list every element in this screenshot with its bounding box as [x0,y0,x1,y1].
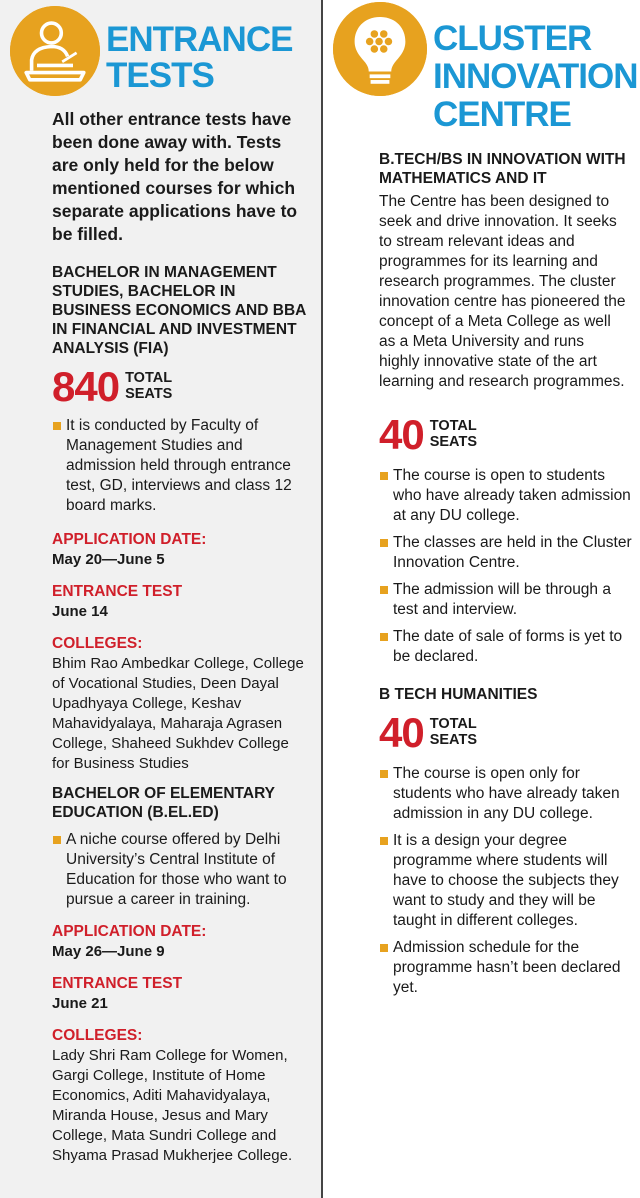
bullet-square-icon [380,770,388,778]
list-item: The admission will be through a test and interview. [323,580,640,620]
bms-seats [0,363,322,410]
beled-colleges-label: COLLEGES: [52,1027,143,1044]
beled-test-label: ENTRANCE TEST [52,975,183,992]
beled-bullets [0,830,322,910]
entrance-tests-header [0,0,322,108]
seats-number: 40 [379,411,424,458]
list-item: A niche course offered by Delhi University’s Central Institute of Education for those who want to pursue a career in training. [0,830,322,910]
beled-section-title: BACHELOR OF ELEMENTARY EDUCATION (B.EL.ED) [52,785,275,821]
cluster-innovation-column [323,0,640,1198]
bullet-square-icon [380,633,388,641]
bms-bullets [0,416,322,516]
list-item: Admission schedule for the programme hasn’t been declared yet. [323,938,640,998]
beled-application-label: APPLICATION DATE: [52,923,207,940]
student-writing-icon [10,6,100,96]
bullet-square-icon [53,836,61,844]
bms-test-date: June 14 [52,603,108,620]
entrance-intro: All other entrance tests have been done away with. Tests are only held for the below mentioned courses for which separate applications have to be filled. [52,109,298,244]
list-item: The date of sale of forms is yet to be declared. [323,627,640,667]
bms-colleges-label: COLLEGES: [52,635,143,652]
beled-test-date: June 21 [52,995,108,1012]
btech-bullets [323,466,640,667]
bms-colleges-list: Bhim Rao Ambedkar College, College of Vocational Studies, Deen Dayal Upadhyaya College, Keshav Mahavidyalaya, Maharaja Agrasen College, Shaheed Sukhdev College for Business Studies [52,655,304,772]
seats-number: 840 [52,363,120,410]
bms-test-label: ENTRANCE TEST [52,583,183,600]
humanities-seats [323,709,640,756]
bullet-square-icon [53,422,61,430]
btech-description: The Centre has been designed to seek and drive innovation. It seeks to stream relevant ideas and programmes for its learning and research programmes. The cluster innovation centre has pioneered the concept of a Meta College as well as a Meta University and runs highly innovative state of the art learning and research programmes. [379,193,626,390]
seats-number: 40 [379,709,424,756]
list-item: The course is open only for students who have already taken admission in any DU college. [323,764,640,824]
seats-label: TOTAL SEATS [429,418,477,450]
bms-application-label: APPLICATION DATE: [52,531,207,548]
btech-seats [323,411,640,458]
bullet-square-icon [380,944,388,952]
btech-section-title: B.TECH/BS IN INNOVATION WITH MATHEMATICS AND IT [379,151,626,187]
beled-colleges-list: Lady Shri Ram College for Women, Gargi College, Institute of Home Economics, Aditi Mahavidyalaya, Miranda House, Jesus and Mary College, Mata Sundri College and Shyama Prasad Mukherjee College. [52,1047,293,1164]
bullet-square-icon [380,586,388,594]
beled-application-date: May 26—June 9 [52,943,165,960]
list-item: The course is open to students who have already taken admission at any DU college. [323,466,640,526]
humanities-section-title: B TECH HUMANITIES [379,686,538,703]
lightbulb-icon [333,2,427,96]
seats-label: TOTAL SEATS [429,716,477,748]
cluster-innovation-title: CLUSTER INNOVATION CENTRE [433,19,638,134]
humanities-bullets [323,764,640,998]
bms-application-date: May 20—June 5 [52,551,165,568]
entrance-tests-title: ENTRANCE TESTS [106,20,293,95]
bms-section-title: BACHELOR IN MANAGEMENT STUDIES, BACHELOR IN BUSINESS ECONOMICS AND BBA IN FINANCIAL AND INVESTMENT ANALYSIS (FIA) [52,264,306,357]
list-item: It is conducted by Faculty of Management Studies and admission held through entrance test, GD, interviews and class 12 board marks. [0,416,322,516]
bullet-square-icon [380,837,388,845]
list-item: It is a design your degree programme where students will have to choose the subjects they want to study and they will be taught in different colleges. [323,831,640,931]
cluster-innovation-header [323,0,640,150]
bullet-square-icon [380,472,388,480]
seats-label: TOTAL SEATS [125,370,173,402]
list-item: The classes are held in the Cluster Innovation Centre. [323,533,640,573]
bullet-square-icon [380,539,388,547]
